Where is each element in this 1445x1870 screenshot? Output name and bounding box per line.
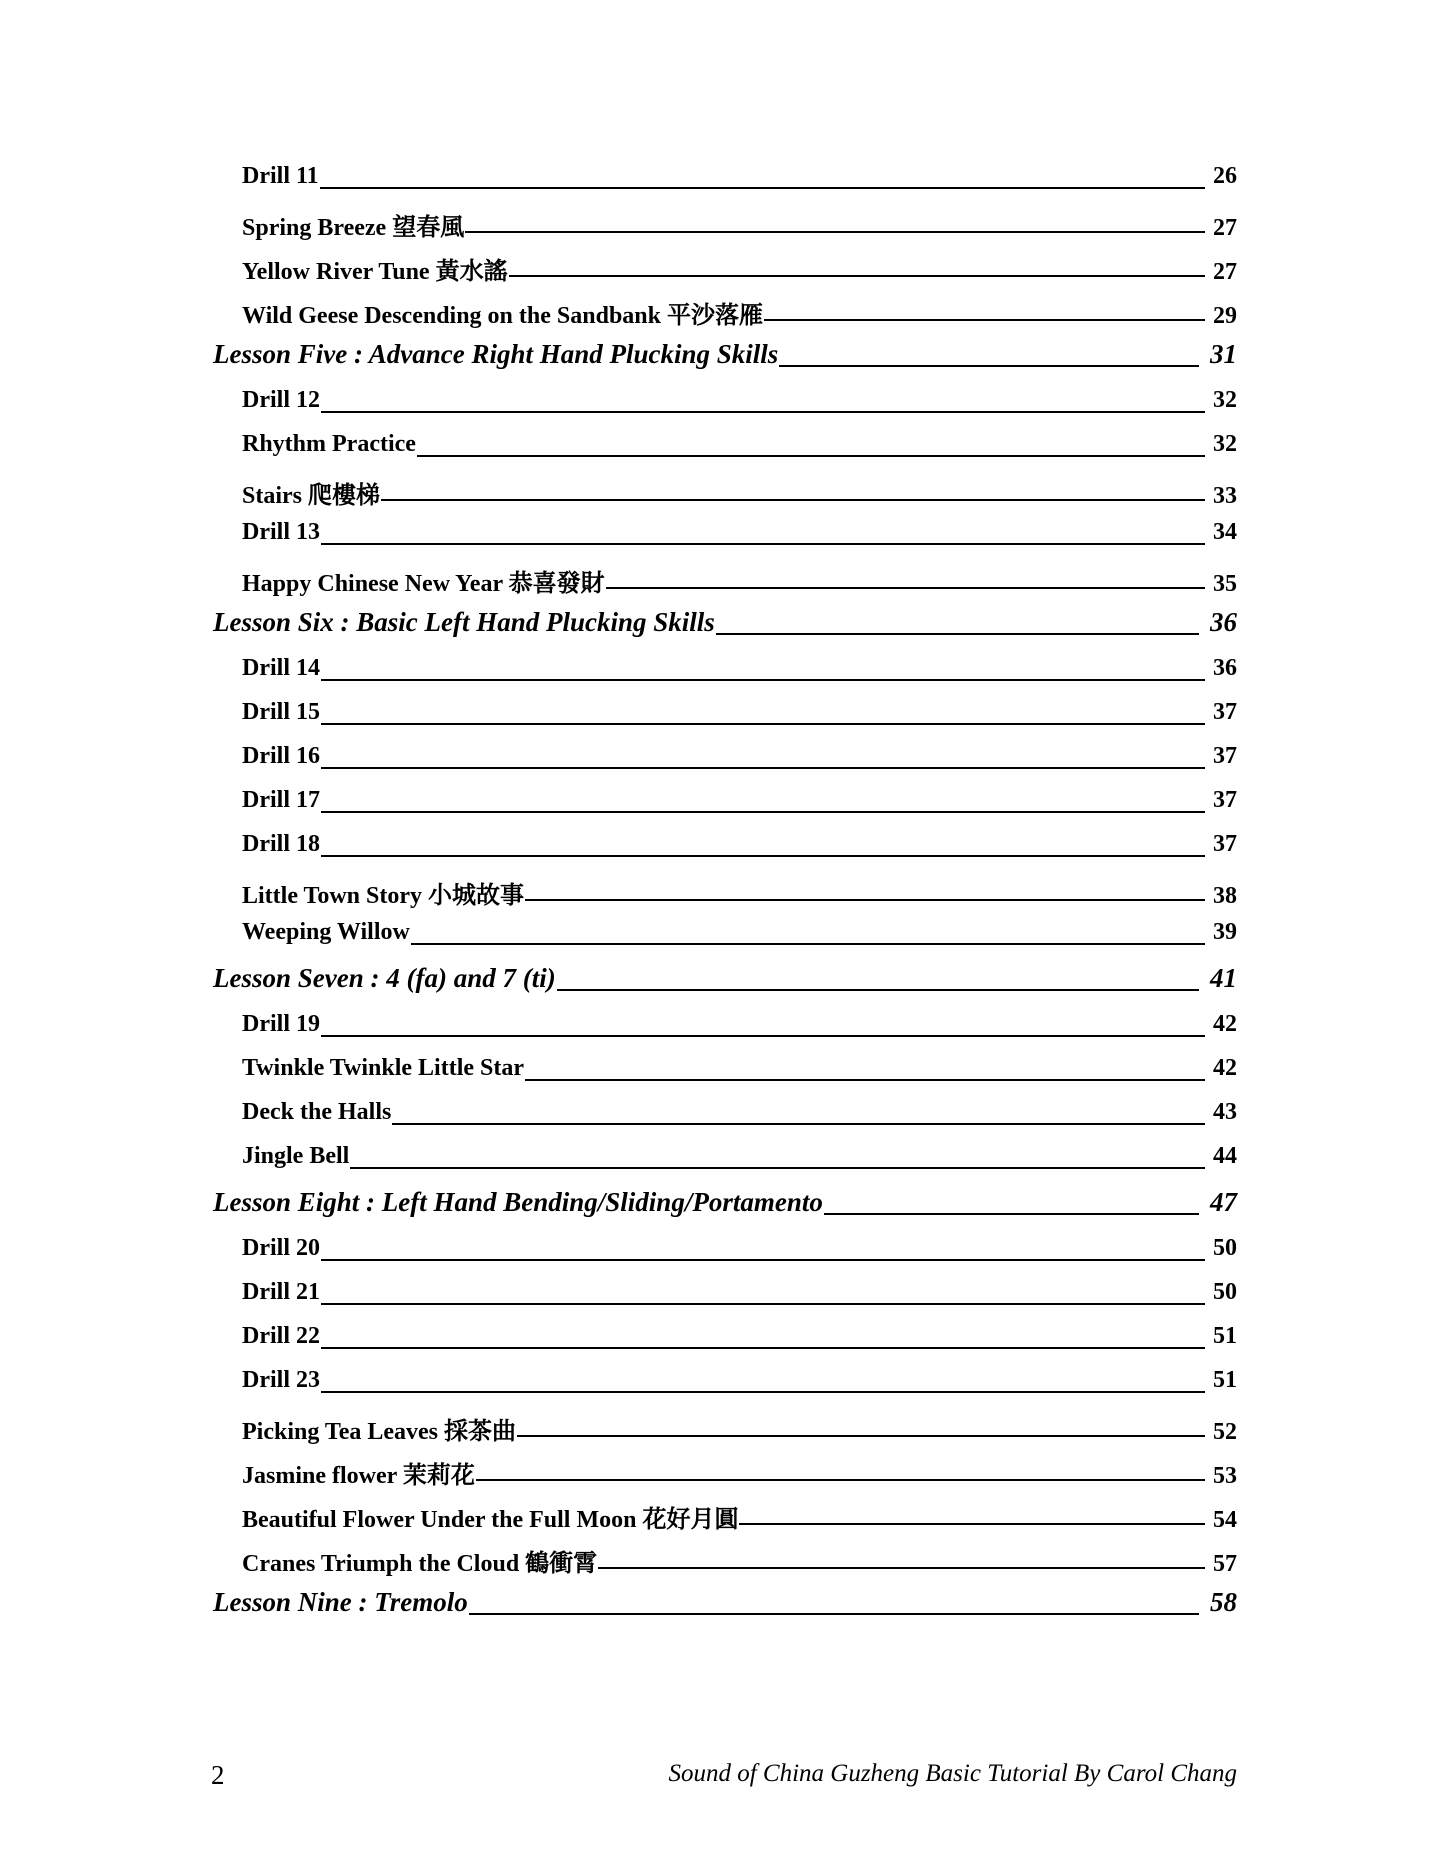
toc-leader-line bbox=[779, 364, 1199, 367]
toc-leader-line bbox=[476, 1478, 1205, 1481]
toc-entry-title: Drill 23 bbox=[242, 1367, 320, 1393]
toc-page-number: 38 bbox=[1213, 883, 1237, 909]
toc-entry-title: Lesson Six : Basic Left Hand Plucking Skills bbox=[213, 607, 715, 637]
toc-entry-title: Stairs 爬樓梯 bbox=[242, 483, 380, 509]
toc-leader-line bbox=[381, 498, 1205, 501]
toc-leader-line bbox=[417, 454, 1205, 457]
toc-entry[interactable] bbox=[0, 1323, 1237, 1367]
toc-page-number: 50 bbox=[1213, 1235, 1237, 1261]
footer-book-title: Sound of China Guzheng Basic Tutorial By Carol Chang bbox=[668, 1760, 1237, 1787]
toc-leader-line bbox=[321, 1302, 1205, 1305]
toc-entry[interactable] bbox=[0, 787, 1237, 831]
toc-entry-title: Jasmine flower 茉莉花 bbox=[242, 1463, 475, 1489]
toc-entry-title: Drill 14 bbox=[242, 655, 320, 681]
toc-entry-title: Spring Breeze 望春風 bbox=[242, 215, 465, 241]
toc-page-number: 53 bbox=[1213, 1463, 1237, 1489]
toc-entry-title: Drill 17 bbox=[242, 787, 320, 813]
toc-page-number: 57 bbox=[1213, 1551, 1237, 1577]
toc-entry-title: Weeping Willow bbox=[242, 919, 410, 945]
toc-page-number: 42 bbox=[1213, 1055, 1237, 1081]
toc-leader-line bbox=[321, 1258, 1205, 1261]
toc-entry-title: Twinkle Twinkle Little Star bbox=[242, 1055, 525, 1081]
toc-entry[interactable] bbox=[0, 1099, 1237, 1143]
toc-page-number: 51 bbox=[1213, 1367, 1237, 1393]
toc-page-number: 44 bbox=[1213, 1143, 1237, 1169]
toc-leader-line bbox=[321, 766, 1205, 769]
toc-entry[interactable] bbox=[0, 475, 1237, 519]
toc-leader-line bbox=[321, 1346, 1205, 1349]
toc-entry[interactable] bbox=[0, 207, 1237, 251]
toc-page-number: 58 bbox=[1210, 1587, 1237, 1617]
toc-page-number: 37 bbox=[1213, 831, 1237, 857]
toc-entry-title: Deck the Halls bbox=[242, 1099, 392, 1125]
toc-entry[interactable] bbox=[0, 1235, 1237, 1279]
toc-page-number: 52 bbox=[1213, 1419, 1237, 1445]
toc-page-number: 36 bbox=[1210, 607, 1237, 637]
toc-page-number: 47 bbox=[1210, 1187, 1237, 1217]
toc-leader-line bbox=[764, 318, 1205, 321]
toc-entry[interactable] bbox=[0, 163, 1237, 207]
toc-page-number: 26 bbox=[1213, 163, 1237, 189]
toc-entry-title: Drill 19 bbox=[242, 1011, 320, 1037]
toc-entry[interactable] bbox=[0, 251, 1237, 295]
toc-leader-line bbox=[392, 1122, 1205, 1125]
toc-entry[interactable] bbox=[0, 1411, 1237, 1455]
toc-leader-line bbox=[321, 854, 1205, 857]
toc-entry[interactable] bbox=[0, 1143, 1237, 1187]
toc-entry-title: Jingle Bell bbox=[242, 1143, 350, 1169]
toc-leader-line bbox=[469, 1612, 1199, 1615]
toc-page-number: 51 bbox=[1213, 1323, 1237, 1349]
toc-lesson-heading[interactable] bbox=[0, 1587, 1237, 1635]
toc-leader-line bbox=[557, 988, 1199, 991]
toc-leader-line bbox=[517, 1434, 1205, 1437]
toc-leader-line bbox=[525, 898, 1205, 901]
toc-entry[interactable] bbox=[0, 699, 1237, 743]
toc-leader-line bbox=[350, 1166, 1205, 1169]
toc-entry-title: Cranes Triumph the Cloud 鶴衝霄 bbox=[242, 1551, 598, 1577]
toc-page-number: 50 bbox=[1213, 1279, 1237, 1305]
toc-lesson-heading[interactable] bbox=[0, 1187, 1237, 1235]
toc-entry-title: Beautiful Flower Under the Full Moon 花好月圓 bbox=[242, 1507, 739, 1533]
toc-entry[interactable] bbox=[0, 1279, 1237, 1323]
toc-leader-line bbox=[716, 632, 1199, 635]
toc-page-number: 29 bbox=[1213, 303, 1237, 329]
toc-page-number: 42 bbox=[1213, 1011, 1237, 1037]
toc-entry[interactable] bbox=[0, 1367, 1237, 1411]
toc-entry[interactable] bbox=[0, 875, 1237, 919]
toc-leader-line bbox=[509, 274, 1205, 277]
toc-leader-line bbox=[525, 1078, 1205, 1081]
toc-entry[interactable] bbox=[0, 563, 1237, 607]
toc-lesson-heading[interactable] bbox=[0, 963, 1237, 1011]
toc-entry[interactable] bbox=[0, 743, 1237, 787]
toc-leader-line bbox=[321, 542, 1205, 545]
toc-leader-line bbox=[320, 186, 1205, 189]
toc-entry-title: Drill 13 bbox=[242, 519, 320, 545]
toc-leader-line bbox=[321, 722, 1205, 725]
toc-entry-title: Drill 11 bbox=[242, 163, 319, 189]
toc-leader-line bbox=[321, 1034, 1205, 1037]
toc-page-number: 37 bbox=[1213, 787, 1237, 813]
toc-entry-title: Yellow River Tune 黃水謠 bbox=[242, 259, 508, 285]
toc-page-number: 31 bbox=[1210, 339, 1237, 369]
toc-entry[interactable] bbox=[0, 655, 1237, 699]
toc-entry-title: Lesson Nine : Tremolo bbox=[213, 1587, 468, 1617]
toc-entry[interactable] bbox=[0, 1499, 1237, 1543]
toc-entry[interactable] bbox=[0, 1055, 1237, 1099]
toc-entry-title: Drill 21 bbox=[242, 1279, 320, 1305]
toc-page-number: 43 bbox=[1213, 1099, 1237, 1125]
toc-entry-title: Drill 22 bbox=[242, 1323, 320, 1349]
toc-page-number: 32 bbox=[1213, 387, 1237, 413]
toc-entry-title: Drill 16 bbox=[242, 743, 320, 769]
toc-entry[interactable] bbox=[0, 519, 1237, 563]
page-number: 2 bbox=[211, 1760, 225, 1790]
toc-entry-title: Lesson Five : Advance Right Hand Plucking Skills bbox=[213, 339, 779, 369]
toc-entry-title: Lesson Seven : 4 (fa) and 7 (ti) bbox=[213, 963, 556, 993]
toc-lesson-heading[interactable] bbox=[0, 339, 1237, 387]
toc-entry[interactable] bbox=[0, 431, 1237, 475]
toc-entry-title: Drill 12 bbox=[242, 387, 320, 413]
toc-leader-line bbox=[598, 1566, 1205, 1569]
toc-leader-line bbox=[465, 230, 1205, 233]
toc-entry-title: Drill 15 bbox=[242, 699, 320, 725]
toc-entry-title: Little Town Story 小城故事 bbox=[242, 883, 525, 909]
toc-page-number: 39 bbox=[1213, 919, 1237, 945]
toc-leader-line bbox=[321, 410, 1205, 413]
toc-leader-line bbox=[606, 586, 1205, 589]
toc-entry[interactable] bbox=[0, 1455, 1237, 1499]
toc-page-number: 54 bbox=[1213, 1507, 1237, 1533]
toc-page-number: 37 bbox=[1213, 699, 1237, 725]
toc-page-number: 36 bbox=[1213, 655, 1237, 681]
toc-leader-line bbox=[739, 1522, 1205, 1525]
toc-page-number: 27 bbox=[1213, 215, 1237, 241]
toc-lesson-heading[interactable] bbox=[0, 607, 1237, 655]
toc-page-number: 27 bbox=[1213, 259, 1237, 285]
toc-entry-title: Drill 20 bbox=[242, 1235, 320, 1261]
toc-leader-line bbox=[411, 942, 1205, 945]
toc-page-number: 35 bbox=[1213, 571, 1237, 597]
toc-entry[interactable] bbox=[0, 387, 1237, 431]
toc-entry[interactable] bbox=[0, 831, 1237, 875]
toc-entry[interactable] bbox=[0, 1011, 1237, 1055]
toc-page-number: 41 bbox=[1210, 963, 1237, 993]
toc-entry-title: Picking Tea Leaves 採茶曲 bbox=[242, 1419, 517, 1445]
toc-page-number: 37 bbox=[1213, 743, 1237, 769]
toc-leader-line bbox=[321, 1390, 1205, 1393]
toc-page-number: 33 bbox=[1213, 483, 1237, 509]
toc-entry-title: Wild Geese Descending on the Sandbank 平沙落雁 bbox=[242, 303, 763, 329]
toc-entry-title: Rhythm Practice bbox=[242, 431, 416, 457]
toc-page-number: 34 bbox=[1213, 519, 1237, 545]
toc-leader-line bbox=[321, 810, 1205, 813]
toc-entry-title: Drill 18 bbox=[242, 831, 320, 857]
toc-entry[interactable] bbox=[0, 1543, 1237, 1587]
toc-entry-title: Lesson Eight : Left Hand Bending/Sliding/Portamento bbox=[213, 1187, 823, 1217]
toc-entry[interactable] bbox=[0, 919, 1237, 963]
toc-leader-line bbox=[321, 678, 1205, 681]
table-of-contents bbox=[0, 163, 1445, 1635]
toc-entry[interactable] bbox=[0, 295, 1237, 339]
page-footer bbox=[0, 1760, 1445, 1800]
toc-page-number: 32 bbox=[1213, 431, 1237, 457]
toc-leader-line bbox=[824, 1212, 1199, 1215]
toc-entry-title: Happy Chinese New Year 恭喜發財 bbox=[242, 571, 605, 597]
